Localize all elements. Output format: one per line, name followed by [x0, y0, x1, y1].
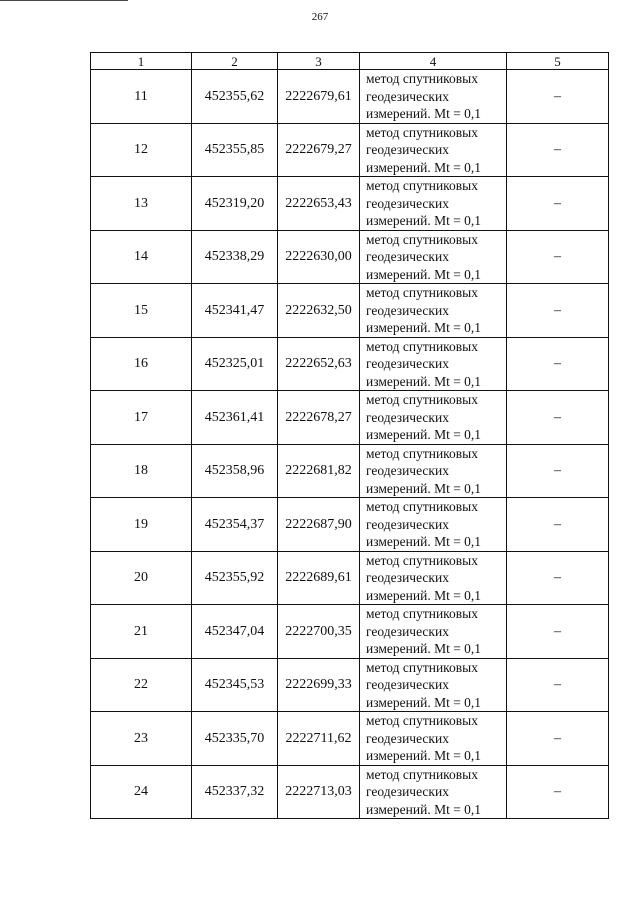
- method-text-line: измерений. Mt = 0,1: [366, 159, 482, 175]
- method-text-line: геодезических: [366, 516, 449, 532]
- note-cell: –: [507, 70, 609, 124]
- table-row: [91, 551, 609, 605]
- coordinates-table: [90, 52, 609, 819]
- method-text-line: метод спутниковых: [366, 552, 478, 568]
- method-cell: [360, 70, 507, 124]
- method-text-line: измерений. Mt = 0,1: [366, 641, 482, 656]
- method-text-line: измерений. Mt = 0,1: [366, 106, 482, 121]
- method-text-line: геодезических: [366, 195, 449, 211]
- table-row: [91, 765, 609, 819]
- y-coordinate-cell: 2222713,03: [278, 765, 360, 819]
- y-coordinate-cell: 2222679,27: [278, 123, 360, 177]
- method-text-line: метод спутниковых: [366, 713, 478, 728]
- note-cell: –: [507, 177, 609, 231]
- point-number-cell: 13: [91, 177, 192, 231]
- x-coordinate-cell: 452337,32: [192, 765, 278, 819]
- method-text-line: измерений. Mt = 0,1: [366, 534, 482, 549]
- note-cell: –: [507, 658, 609, 712]
- header-cell-col-1: 1: [91, 53, 192, 70]
- x-coordinate-cell: 452358,96: [192, 444, 278, 498]
- method-text-line: метод спутниковых: [366, 606, 478, 621]
- x-coordinate-cell: 452355,62: [192, 70, 278, 124]
- note-cell: –: [507, 444, 609, 498]
- method-text-line: измерений. Mt = 0,1: [366, 427, 482, 442]
- method-cell: [360, 284, 507, 338]
- header-cell-col-4: 4: [360, 53, 507, 70]
- table-header-row: [91, 53, 609, 70]
- table-row: [91, 177, 609, 231]
- method-text-line: метод спутниковых: [366, 445, 478, 461]
- method-text-line: измерений. Mt = 0,1: [366, 373, 482, 389]
- method-text-line: геодезических: [366, 623, 449, 639]
- note-cell: –: [507, 284, 609, 338]
- y-coordinate-cell: 2222689,61: [278, 551, 360, 605]
- method-text-line: измерений. Mt = 0,1: [366, 480, 482, 496]
- method-text-line: геодезических: [366, 356, 449, 371]
- y-coordinate-cell: 2222678,27: [278, 391, 360, 445]
- method-text-line: метод спутниковых: [366, 392, 478, 407]
- note-cell: –: [507, 123, 609, 177]
- method-text-line: метод спутниковых: [366, 71, 478, 86]
- method-cell: [360, 658, 507, 712]
- method-text-line: измерений. Mt = 0,1: [366, 587, 482, 603]
- y-coordinate-cell: 2222711,62: [278, 712, 360, 766]
- method-cell: [360, 498, 507, 552]
- method-cell: [360, 177, 507, 231]
- table-row: [91, 658, 609, 712]
- method-cell: [360, 605, 507, 659]
- point-number-cell: 21: [91, 605, 192, 659]
- point-number-cell: 22: [91, 658, 192, 712]
- method-cell: [360, 765, 507, 819]
- method-text-line: измерений. Mt = 0,1: [366, 320, 482, 335]
- method-text-line: геодезических: [366, 730, 449, 746]
- method-text-line: метод спутниковых: [366, 499, 478, 514]
- x-coordinate-cell: 452338,29: [192, 230, 278, 284]
- note-cell: –: [507, 712, 609, 766]
- x-coordinate-cell: 452335,70: [192, 712, 278, 766]
- y-coordinate-cell: 2222653,43: [278, 177, 360, 231]
- table-row: [91, 605, 609, 659]
- method-text-line: измерений. Mt = 0,1: [366, 266, 482, 282]
- note-cell: –: [507, 498, 609, 552]
- y-coordinate-cell: 2222687,90: [278, 498, 360, 552]
- method-cell: [360, 391, 507, 445]
- note-cell: –: [507, 337, 609, 391]
- note-cell: –: [507, 605, 609, 659]
- point-number-cell: 19: [91, 498, 192, 552]
- scan-edge-line: [0, 0, 128, 1]
- y-coordinate-cell: 2222681,82: [278, 444, 360, 498]
- point-number-cell: 14: [91, 230, 192, 284]
- method-text-line: геодезических: [366, 409, 449, 425]
- table-row: [91, 123, 609, 177]
- note-cell: –: [507, 230, 609, 284]
- method-text-line: геодезических: [366, 249, 449, 264]
- table-row: [91, 337, 609, 391]
- x-coordinate-cell: 452319,20: [192, 177, 278, 231]
- point-number-cell: 11: [91, 70, 192, 124]
- method-cell: [360, 551, 507, 605]
- x-coordinate-cell: 452355,92: [192, 551, 278, 605]
- y-coordinate-cell: 2222652,63: [278, 337, 360, 391]
- method-text-line: измерений. Mt = 0,1: [366, 748, 482, 763]
- point-number-cell: 15: [91, 284, 192, 338]
- y-coordinate-cell: 2222700,35: [278, 605, 360, 659]
- method-cell: [360, 712, 507, 766]
- method-text-line: метод спутниковых: [366, 178, 478, 193]
- method-text-line: измерений. Mt = 0,1: [366, 694, 482, 710]
- table-row: [91, 70, 609, 124]
- method-text-line: геодезических: [366, 142, 449, 157]
- y-coordinate-cell: 2222679,61: [278, 70, 360, 124]
- y-coordinate-cell: 2222699,33: [278, 658, 360, 712]
- table-row: [91, 444, 609, 498]
- x-coordinate-cell: 452341,47: [192, 284, 278, 338]
- method-text-line: метод спутниковых: [366, 285, 478, 300]
- method-text-line: измерений. Mt = 0,1: [366, 801, 482, 817]
- table-row: [91, 391, 609, 445]
- method-text-line: метод спутниковых: [366, 124, 478, 140]
- method-cell: [360, 337, 507, 391]
- note-cell: –: [507, 551, 609, 605]
- note-cell: –: [507, 391, 609, 445]
- method-cell: [360, 123, 507, 177]
- y-coordinate-cell: 2222630,00: [278, 230, 360, 284]
- method-cell: [360, 230, 507, 284]
- point-number-cell: 23: [91, 712, 192, 766]
- x-coordinate-cell: 452361,41: [192, 391, 278, 445]
- method-text-line: метод спутниковых: [366, 766, 478, 782]
- method-text-line: геодезических: [366, 463, 449, 478]
- method-text-line: геодезических: [366, 88, 449, 104]
- x-coordinate-cell: 452355,85: [192, 123, 278, 177]
- point-number-cell: 12: [91, 123, 192, 177]
- header-cell-col-2: 2: [192, 53, 278, 70]
- point-number-cell: 20: [91, 551, 192, 605]
- header-cell-col-5: 5: [507, 53, 609, 70]
- method-cell: [360, 444, 507, 498]
- table-row: [91, 712, 609, 766]
- x-coordinate-cell: 452325,01: [192, 337, 278, 391]
- method-text-line: геодезических: [366, 570, 449, 585]
- table-row: [91, 230, 609, 284]
- point-number-cell: 24: [91, 765, 192, 819]
- point-number-cell: 17: [91, 391, 192, 445]
- y-coordinate-cell: 2222632,50: [278, 284, 360, 338]
- table-body: [91, 53, 609, 819]
- point-number-cell: 16: [91, 337, 192, 391]
- x-coordinate-cell: 452347,04: [192, 605, 278, 659]
- method-text-line: измерений. Mt = 0,1: [366, 213, 482, 228]
- method-text-line: метод спутниковых: [366, 659, 478, 675]
- method-text-line: метод спутниковых: [366, 231, 478, 247]
- table-row: [91, 284, 609, 338]
- method-text-line: геодезических: [366, 784, 449, 799]
- note-cell: –: [507, 765, 609, 819]
- method-text-line: геодезических: [366, 677, 449, 692]
- header-cell-col-3: 3: [278, 53, 360, 70]
- x-coordinate-cell: 452345,53: [192, 658, 278, 712]
- x-coordinate-cell: 452354,37: [192, 498, 278, 552]
- method-text-line: геодезических: [366, 302, 449, 318]
- page-number: 267: [311, 11, 329, 23]
- method-text-line: метод спутниковых: [366, 338, 478, 354]
- point-number-cell: 18: [91, 444, 192, 498]
- table-row: [91, 498, 609, 552]
